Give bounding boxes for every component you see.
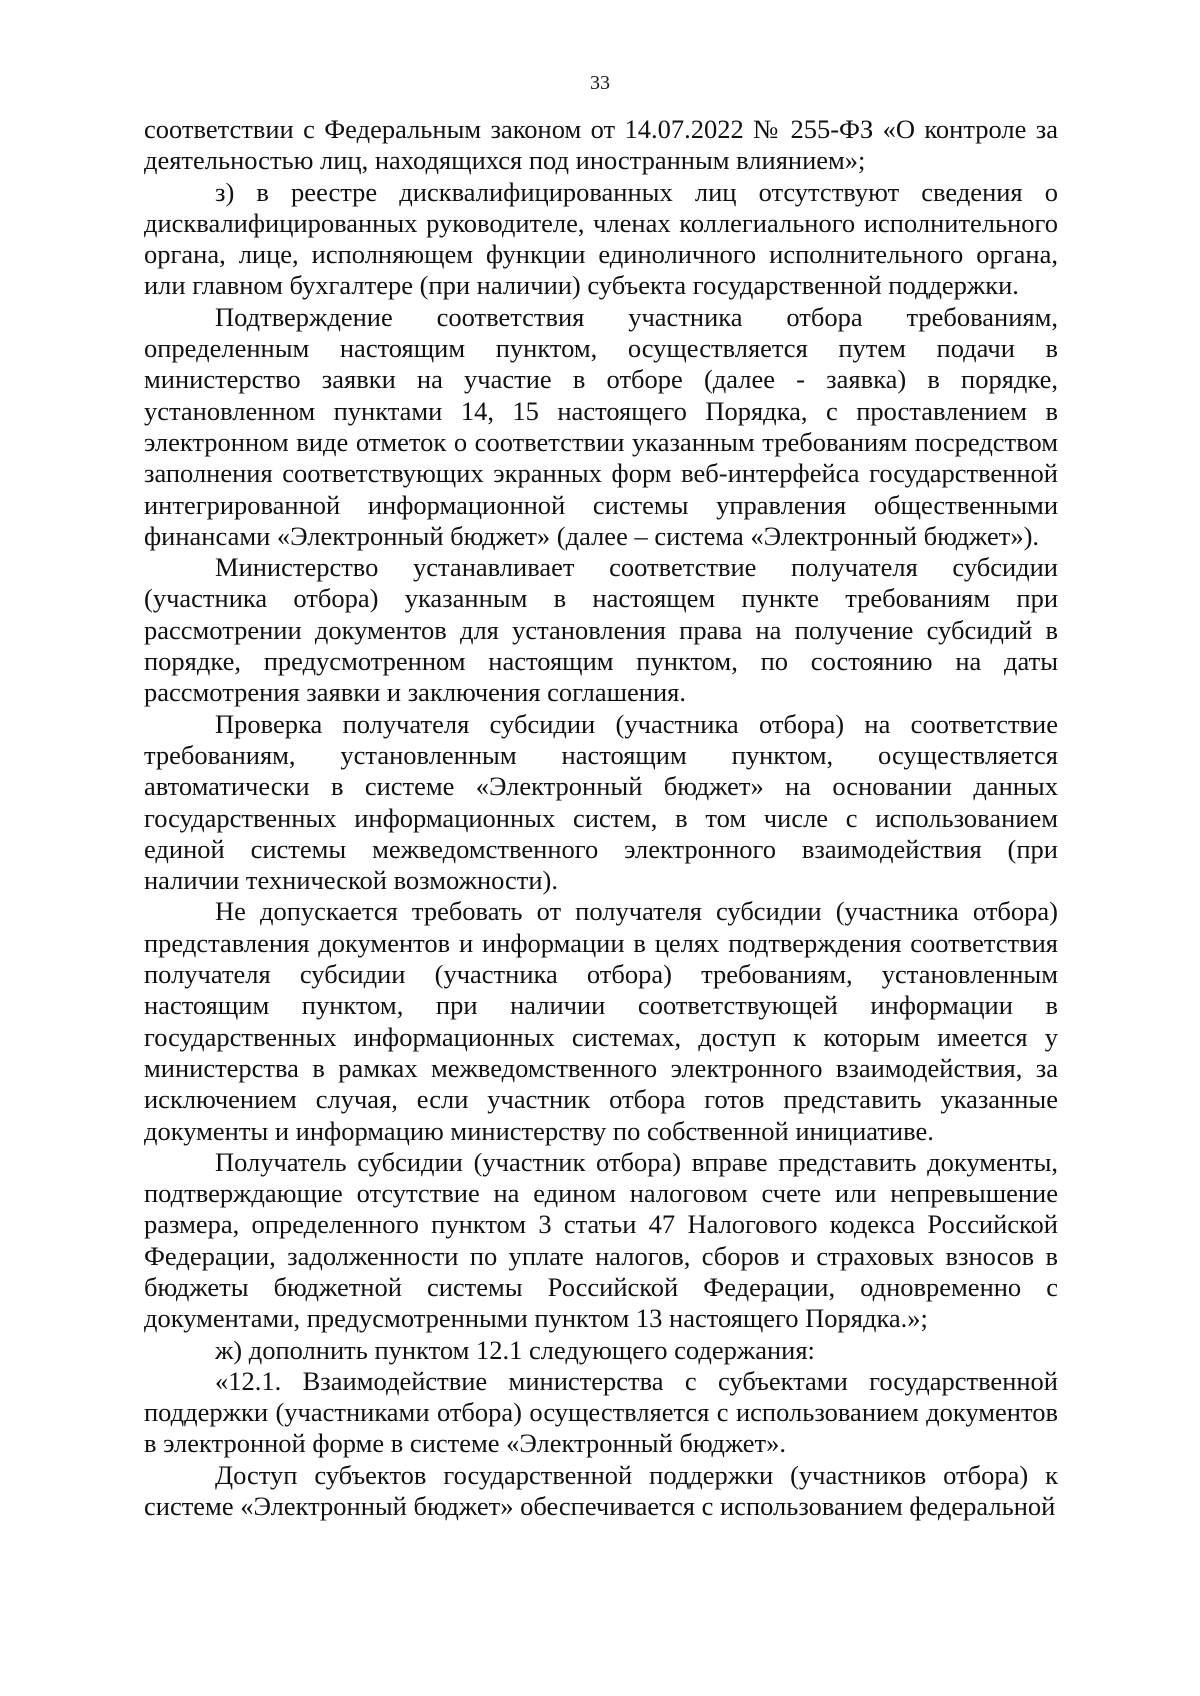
- page-number: 33: [590, 72, 610, 94]
- paragraph-9: «12.1. Взаимодействие министерства с субъектами государственной поддержки (участниками отбора) осуществляется с использованием документов в электронной форме в системе «Электронный бюджет».: [144, 1365, 1058, 1459]
- paragraph-5: Проверка получателя субсидии (участника отбора) на соответствие требованиям, установленным настоящим пунктом, осуществляется автоматически в системе «Электронный бюджет» на основании данных государственных информационных систем, в том числе с использованием единой системы межведомственного электронного взаимодействия (при наличии технической возможности).: [144, 708, 1058, 896]
- paragraph-8: ж) дополнить пунктом 12.1 следующего содержания:: [215, 1334, 815, 1365]
- paragraph-7: Получатель субсидии (участник отбора) вправе представить документы, подтверждающие отсутствие на едином налоговом счете или непревышение размера, определенного пунктом 3 статьи 47 Налогового кодекса Российской Федерации, задолженности по уплате налогов, сборов и страховых взносов в бюджеты бюджетной системы Российской Федерации, одновременно с документами, предусмотренными пунктом 13 настоящего Порядка.»;: [144, 1146, 1058, 1334]
- paragraph-4: Министерство устанавливает соответствие получателя субсидии (участника отбора) указанным в настоящем пункте требованиям при рассмотрении документов для установления права на получение субсидий в порядке, предусмотренном настоящим пунктом, по состоянию на даты рассмотрения заявки и заключения соглашения.: [144, 552, 1058, 708]
- paragraph-3: Подтверждение соответствия участника отбора требованиям, определенным настоящим пунктом, осуществляется путем подачи в министерство заявки на участие в отборе (далее - заявка) в порядке, установленном пунктами 14, 15 настоящего Порядка, с проставлением в электронном виде отметок о соответствии указанным требованиям посредством заполнения соответствующих экранных форм веб-интерфейса государственной интегрированной информационной системы управления общественными финансами «Электронный бюджет» (далее – система «Электронный бюджет»).: [144, 301, 1058, 551]
- paragraph-6: Не допускается требовать от получателя субсидии (участника отбора) представления документов и информации в целях подтверждения соответствия получателя субсидии (участника отбора) требованиям, установленным настоящим пунктом, при наличии соответствующей информации в государственных информационных системах, доступ к которым имеется у министерства в рамках межведомственного электронного взаимодействия, за исключением случая, если участник отбора готов представить указанные документы и информацию министерству по собственной инициативе.: [144, 896, 1058, 1146]
- paragraph-10: Доступ субъектов государственной поддержки (участников отбора) к системе «Электронный бюджет» обеспечивается с использованием федеральной: [144, 1459, 1058, 1522]
- paragraph-1: соответствии с Федеральным законом от 14.07.2022 № 255-ФЗ «О контроле за деятельностью лиц, находящихся под иностранным влиянием»;: [144, 114, 1058, 176]
- paragraph-2: з) в реестре дисквалифицированных лиц отсутствуют сведения о дисквалифицированных руководителе, членах коллегиального исполнительного органа, лице, исполняющем функции единоличного исполнительного органа, или главном бухгалтере (при наличии) субъекта государственной поддержки.: [144, 176, 1058, 301]
- document-body: [144, 114, 1058, 1522]
